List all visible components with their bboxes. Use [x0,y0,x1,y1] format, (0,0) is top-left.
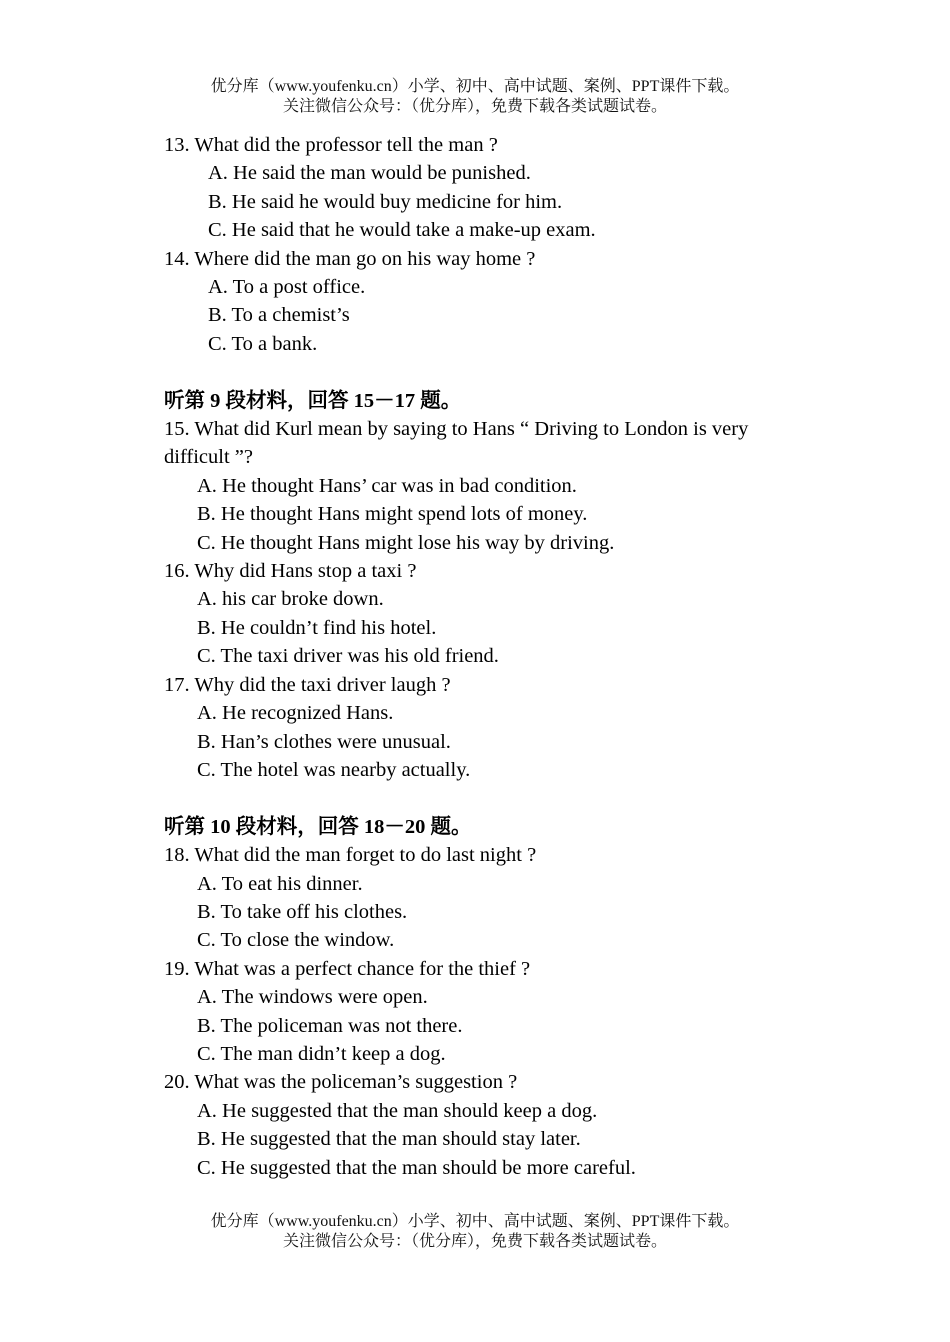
page-footer [0,1212,950,1252]
question-18-option-c: C. To close the window. [197,929,395,952]
question-16-option-a: A. his car broke down. [197,588,384,611]
question-20 [164,1068,804,1182]
question-15-option-a: A. He thought Hans’ car was in bad condition. [197,474,577,497]
question-16-option-b: B. He couldn’t find his hotel. [197,616,437,639]
question-15-option-b: B. He thought Hans might spend lots of money. [197,503,588,526]
question-17-option-a: A. He recognized Hans. [197,702,394,725]
question-13-option-a: A. He said the man would be punished. [208,162,531,185]
question-17-option-c: C. The hotel was nearby actually. [197,758,471,781]
question-16-text: 16. Why did Hans stop a taxi ? [164,560,417,583]
section-10-heading: 听第 10 段材料，回答 18－20 题。 [164,815,472,838]
question-13-option-b: B. He said he would buy medicine for him. [208,190,563,213]
question-16 [164,557,804,671]
question-13-text: 13. What did the professor tell the man ? [164,134,498,156]
question-20-option-b: B. He suggested that the man should stay later. [197,1128,581,1151]
question-18-text: 18. What did the man forget to do last night ? [164,844,537,867]
header-line-2: 关注微信公众号：（优分库），免费下载各类试题试卷。 [282,98,667,115]
question-20-option-a: A. He suggested that the man should keep a dog. [197,1099,598,1122]
question-13-option-c: C. He said that he would take a make-up exam. [208,219,596,242]
footer-line-2: 关注微信公众号：（优分库），免费下载各类试题试卷。 [282,1233,667,1250]
question-13 [164,131,804,245]
question-19-option-c: C. The man didn’t keep a dog. [197,1042,446,1065]
question-17 [164,671,804,785]
question-14-option-b: B. To a chemist’s [208,304,350,327]
question-15 [164,415,804,557]
question-15-text: 15. What did Kurl mean by saying to Hans “ Driving to London is very difficult ”? [164,418,749,469]
question-20-text: 20. What was the policeman’s suggestion ? [164,1071,518,1094]
section-9-heading: 听第 9 段材料，回答 15－17 题。 [164,389,462,412]
question-14-option-c: C. To a bank. [208,332,318,355]
question-16-option-c: C. The taxi driver was his old friend. [197,645,499,668]
question-14-text: 14. Where did the man go on his way home ? [164,247,536,270]
question-14-option-a: A. To a post office. [208,276,366,299]
question-18 [164,841,804,955]
question-20-option-c: C. He suggested that the man should be more careful. [197,1156,636,1179]
question-17-text: 17. Why did the taxi driver laugh ? [164,673,451,696]
question-19-option-a: A. The windows were open. [197,986,428,1009]
footer-line-1: 优分库（www.youfenku.cn）小学、初中、高中试题、案例、PPT课件下载。 [210,1213,740,1230]
question-19 [164,955,804,1069]
header-line-1: 优分库（www.youfenku.cn）小学、初中、高中试题、案例、PPT课件下载。 [210,78,740,95]
question-18-option-a: A. To eat his dinner. [197,872,363,895]
exam-content [164,131,804,1182]
question-14 [164,245,804,359]
question-19-text: 19. What was a perfect chance for the thief ? [164,957,531,980]
page-header [0,77,950,117]
question-18-option-b: B. To take off his clothes. [197,900,408,923]
question-15-option-c: C. He thought Hans might lose his way by driving. [197,531,615,554]
question-17-option-b: B. Han’s clothes were unusual. [197,730,451,753]
question-19-option-b: B. The policeman was not there. [197,1014,463,1037]
